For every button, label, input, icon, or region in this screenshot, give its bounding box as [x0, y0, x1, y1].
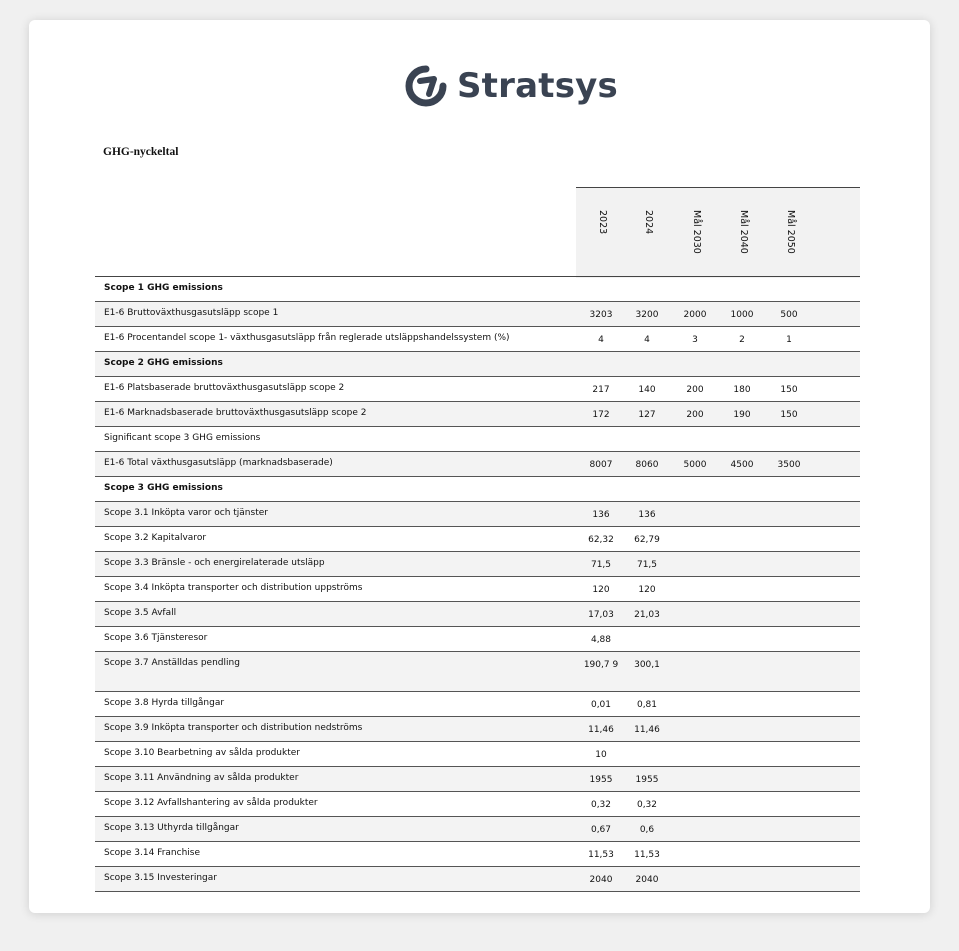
cell-value: 180 — [733, 385, 751, 395]
row-label: Scope 3.8 Hyrda tillgångar — [104, 698, 225, 708]
table-row — [95, 692, 860, 717]
row-label: Scope 3.15 Investeringar — [104, 873, 217, 883]
cell-value: 8060 — [635, 460, 659, 470]
cell-value: 200 — [686, 385, 704, 395]
table-row — [95, 527, 860, 552]
table-row — [95, 767, 860, 792]
row-label: Scope 3.13 Uthyrda tillgångar — [104, 823, 239, 833]
column-header: Mål 2040 — [738, 210, 749, 254]
cell-value: 0,67 — [590, 825, 612, 835]
cell-value: 120 — [592, 585, 610, 595]
row-label: E1-6 Platsbaserade bruttoväxthusgasutsläpp scope 2 — [104, 383, 345, 393]
cell-value: 217 — [592, 385, 610, 395]
cell-value: 1 — [786, 335, 792, 345]
row-label: Scope 3.4 Inköpta transporter och distribution uppströms — [104, 583, 363, 593]
cell-value: 127 — [638, 410, 656, 420]
row-label: Scope 3.2 Kapitalvaror — [104, 533, 207, 543]
table-header — [576, 187, 860, 278]
cell-value: 4500 — [730, 460, 754, 470]
cell-value: 62,32 — [588, 535, 614, 545]
row-label: Scope 3.9 Inköpta transporter och distribution nedströms — [104, 723, 363, 733]
row-label: Scope 3.14 Franchise — [104, 848, 200, 858]
table-row — [95, 402, 860, 427]
column-header: 2023 — [597, 210, 608, 235]
row-label: Scope 3.10 Bearbetning av sålda produkter — [104, 748, 300, 758]
row-label: Significant scope 3 GHG emissions — [104, 433, 261, 443]
cell-value: 0,32 — [636, 800, 658, 810]
cell-value: 11,53 — [588, 850, 614, 860]
row-label: E1-6 Marknadsbaserade bruttoväxthusgasutsläpp scope 2 — [104, 408, 367, 418]
table-row — [95, 652, 860, 692]
table-row — [95, 842, 860, 867]
table-row — [95, 577, 860, 602]
cell-value: 71,5 — [590, 560, 612, 570]
cell-value: 11,46 — [588, 725, 614, 735]
cell-value: 62,79 — [634, 535, 660, 545]
table-row — [95, 717, 860, 742]
row-label: E1-6 Total växthusgasutsläpp (marknadsbaserade) — [104, 458, 333, 468]
cell-value: 1955 — [635, 775, 659, 785]
cell-value: 1000 — [730, 310, 754, 320]
cell-value: 4,88 — [590, 635, 612, 645]
cell-value: 10 — [595, 750, 607, 760]
cell-value: 120 — [638, 585, 656, 595]
cell-value: 8007 — [589, 460, 613, 470]
cell-value: 172 — [592, 410, 610, 420]
cell-value: 150 — [780, 410, 798, 420]
document-title: GHG-nyckeltal — [103, 146, 179, 158]
cell-value: 150 — [780, 385, 798, 395]
table-section-row — [95, 352, 860, 377]
cell-value: 0,01 — [590, 700, 612, 710]
cell-value: 21,03 — [634, 610, 660, 620]
table-section-row — [95, 477, 860, 502]
cell-value: 0,81 — [636, 700, 658, 710]
table-row — [95, 327, 860, 352]
cell-value: 200 — [686, 410, 704, 420]
table-row — [95, 452, 860, 477]
cell-value: 1955 — [589, 775, 613, 785]
row-label: Scope 3.3 Bränsle - och energirelaterade utsläpp — [104, 558, 325, 568]
table-row — [95, 742, 860, 767]
cell-value: 5000 — [683, 460, 707, 470]
cell-value: 136 — [592, 510, 610, 520]
row-label: Scope 2 GHG emissions — [104, 358, 223, 368]
table-row — [95, 302, 860, 327]
cell-value: 300,1 — [634, 660, 660, 670]
row-label: Scope 3.7 Anställdas pendling — [104, 658, 240, 668]
row-label: Scope 3.6 Tjänsteresor — [104, 633, 208, 643]
cell-value: 190 — [733, 410, 751, 420]
brand-name: Stratsys — [457, 66, 618, 106]
cell-value: 11,46 — [634, 725, 660, 735]
cell-value: 2000 — [683, 310, 707, 320]
cell-value: 4 — [598, 335, 604, 345]
cell-value: 3200 — [635, 310, 659, 320]
cell-value: 136 — [638, 510, 656, 520]
cell-value: 2040 — [589, 875, 613, 885]
cell-value: 2040 — [635, 875, 659, 885]
table-row — [95, 502, 860, 527]
cell-value: 4 — [644, 335, 650, 345]
row-label: E1-6 Bruttoväxthusgasutsläpp scope 1 — [104, 308, 279, 318]
column-header: Mål 2050 — [785, 210, 796, 254]
cell-value: 3203 — [589, 310, 613, 320]
cell-value: 190,7 9 — [583, 660, 619, 670]
table-row — [95, 427, 860, 452]
table-row — [95, 602, 860, 627]
cell-value: 3 — [692, 335, 698, 345]
cell-value: 0,6 — [639, 825, 655, 835]
table-row — [95, 377, 860, 402]
cell-value: 2 — [739, 335, 745, 345]
emissions-table — [95, 277, 860, 892]
cell-value: 140 — [638, 385, 656, 395]
row-label: Scope 1 GHG emissions — [104, 283, 223, 293]
stratsys-logo — [404, 63, 618, 109]
table-row — [95, 627, 860, 652]
stratsys-swirl-icon — [404, 63, 448, 109]
cell-value: 11,53 — [634, 850, 660, 860]
row-label: Scope 3.11 Användning av sålda produkter — [104, 773, 299, 783]
cell-value: 500 — [780, 310, 798, 320]
table-row — [95, 867, 860, 892]
row-label: Scope 3.1 Inköpta varor och tjänster — [104, 508, 268, 518]
cell-value: 0,32 — [590, 800, 612, 810]
row-label: Scope 3.5 Avfall — [104, 608, 177, 618]
column-header: Mål 2030 — [691, 210, 702, 254]
cell-value: 3500 — [777, 460, 801, 470]
table-row — [95, 817, 860, 842]
table-row — [95, 552, 860, 577]
row-label: E1-6 Procentandel scope 1- växthusgasutsläpp från reglerade utsläppshandelssystem (%) — [104, 333, 510, 343]
row-label: Scope 3 GHG emissions — [104, 483, 223, 493]
cell-value: 71,5 — [636, 560, 658, 570]
table-row — [95, 792, 860, 817]
table-section-row — [95, 277, 860, 302]
row-label: Scope 3.12 Avfallshantering av sålda produkter — [104, 798, 318, 808]
cell-value: 17,03 — [588, 610, 614, 620]
column-header: 2024 — [643, 210, 654, 235]
